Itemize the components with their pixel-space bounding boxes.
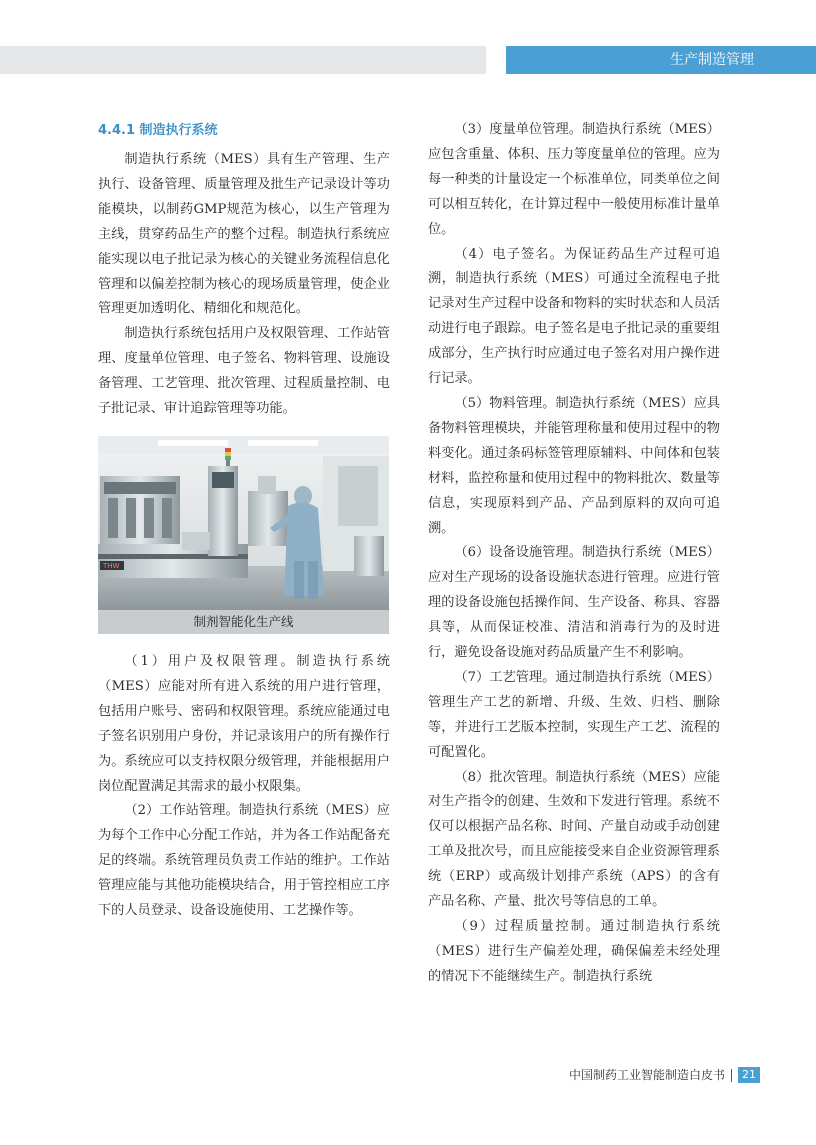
left-column [98, 118, 390, 924]
footer-divider [731, 1069, 732, 1082]
paragraph: （7）工艺管理。通过制造执行系统（MES）管理生产工艺的新增、升级、生效、归档、删除等，并进行工艺版本控制，实现生产工艺、流程的可配置化。 [428, 669, 720, 760]
paragraph: （6）设备设施管理。制造执行系统（MES）应对生产现场的设备设施状态进行管理。应进行管理的设备设施包括操作间、生产设备、称具、容器具等，从而保证校准、清洁和消毒行为的及时进行，避免设备设施对药品质量产生不利影响。 [428, 545, 720, 661]
production-line-photo [98, 436, 389, 610]
svg-text:THW: THW [103, 561, 120, 570]
paragraph: （4）电子签名。为保证药品生产过程可追溯，制造执行系统（MES）可通过全流程电子批记录对生产过程中设备和物料的实时状态和人员活动进行电子跟踪。电子签名是电子批记录的重要组成部分，生产执行时应通过电子签名对用户操作进行记录。 [428, 246, 720, 387]
paragraph: 制造执行系统（MES）具有生产管理、生产执行、设备管理、质量管理及批生产记录设计等功能模块，以制药GMP规范为核心，以生产管理为主线，贯穿药品生产的整个过程。制造执行系统应能实现以电子批记录为核心的关键业务流程信息化管理和以偏差控制为核心的现场质量管理，使企业管理更加透明化、精细化和规范化。 [98, 152, 390, 317]
paragraph: （9）过程质量控制。通过制造执行系统（MES）进行生产偏差处理，确保偏差未经处理的情况下不能继续生产。制造执行系统 [428, 919, 720, 984]
right-column [428, 118, 720, 990]
section-heading: 4.4.1 制造执行系统 [98, 123, 218, 138]
paragraph: 制造执行系统包括用户及权限管理、工作站管理、度量单位管理、电子签名、物料管理、设施设备管理、工艺管理、批次管理、过程质量控制、电子批记录、审计追踪管理等功能。 [98, 326, 390, 417]
figure-caption: 制剂智能化生产线 [98, 610, 389, 634]
paragraph: （1）用户及权限管理。制造执行系统（MES）应能对所有进入系统的用户进行管理，包括用户账号、密码和权限管理。系统应能通过电子签名识别用户身份，并记录该用户的所有操作行为。系统应可以支持权限分级管理，并能根据用户岗位配置满足其需求的最小权限集。 [98, 653, 390, 794]
book-title: 中国制药工业智能制造白皮书 [568, 1068, 725, 1082]
section-title: 生产制造管理 [506, 46, 816, 74]
page-footer [569, 1066, 760, 1084]
paragraph: （8）批次管理。制造执行系统（MES）应能对生产指令的创建、生效和下发进行管理。系统不仅可以根据产品名称、时间、产量自动或手动创建工单及批次号，而且应能接受来自企业资源管理系统（ERP）或高级计划排产系统（APS）的含有产品名称、产量、批次号等信息的工单。 [428, 769, 720, 910]
paragraph: （5）物料管理。制造执行系统（MES）应具备物料管理模块，并能管理称量和使用过程中的物料变化。通过条码标签管理原辅料、中间体和包装材料，监控称量和使用过程中的物料批次、数量等信息，实现原料到产品、产品到原料的双向可追溯。 [428, 395, 720, 536]
paragraph: （3）度量单位管理。制造执行系统（MES）应包含重量、体积、压力等度量单位的管理。应为每一种类的计量设定一个标准单位，同类单位之间可以相互转化，在计算过程中一般使用标准计量单位。 [428, 122, 720, 237]
page-number: 21 [738, 1067, 760, 1083]
paragraph: （2）工作站管理。制造执行系统（MES）应为每个工作中心分配工作站，并为各工作站配备充足的终端。系统管理员负责工作站的维护。工作站管理应能与其他功能模块结合，用于管控相应工序下的人员登录、设备设施使用、工艺操作等。 [98, 803, 390, 919]
header-band [0, 46, 486, 74]
production-line-figure [98, 436, 389, 634]
